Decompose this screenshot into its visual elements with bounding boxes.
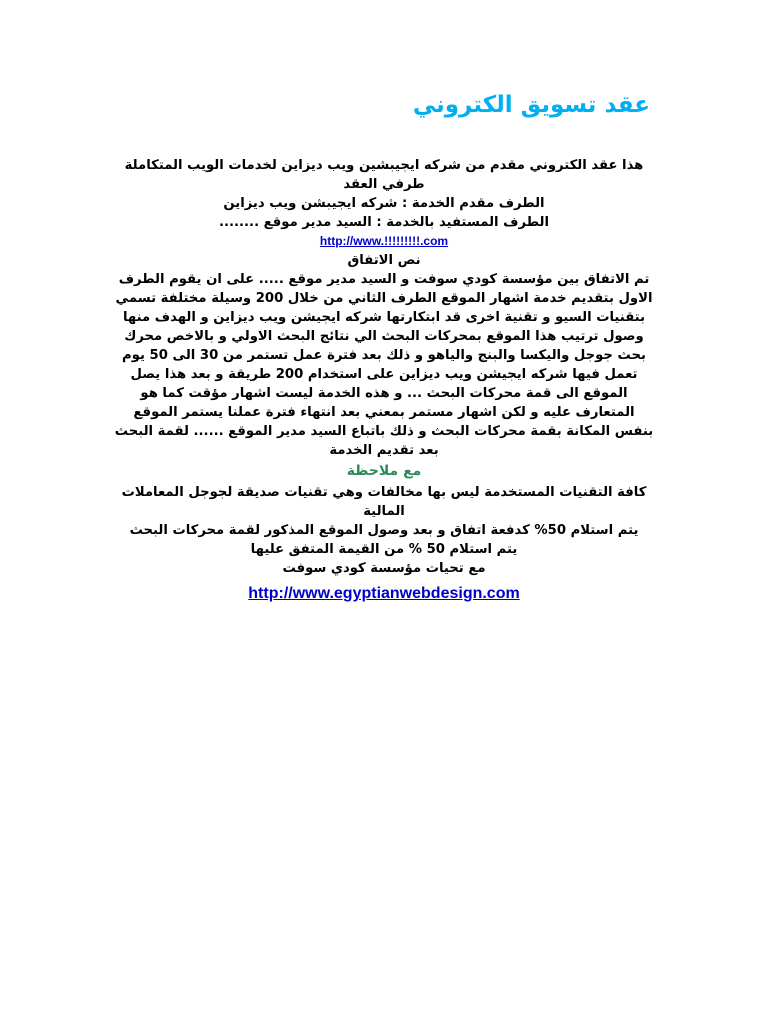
note-heading: مع ملاحظة bbox=[346, 463, 422, 479]
parties-heading: طرفي العقد bbox=[343, 177, 425, 192]
client-url-link[interactable]: http://www.!!!!!!!!!.com bbox=[319, 234, 449, 248]
closing-text: مع تحيات مؤسسة كودي سوفت bbox=[282, 561, 486, 576]
agreement-text: تم الاتفاق بين مؤسسة كودي سوفت و السيد مدير موقع ..... على ان يقوم الطرف الاول بتقديم خدمة اشهار الموقع الطرف الثاني من خلال 200 وسيلة مختلفة تسمي بتقنيات السيو و تقنية اخرى قد ابتكارتها شركه ايجيشن ويب ديزاين و الهدف منها وصول ترتيب هذا الموقع بمحركات البحث الي نتائج البحث الاولي و بالاخص محرك بحث جوجل واليكسا والبنج والياهو و ذلك بعد فترة عمل تستمر من 30 الى 50 يوم تعمل فيها شركه ايجيشن ويب ديزاين على استخدام 200 طريقة و بعد هذا يصل الموقع الى قمة محركات البحث ... و هذه الخدمة ليست اشهار مؤقت كما هو المتعارف عليه و لكن اشهار مستمر بمعني بعد انتهاء فترة عملنا يستمر الموقع بنفس المكانة بقمة محركات البحث و ذلك باتباع السيد مدير الموقع ...... لقمة البحث بعد تقديم الخدمة bbox=[114, 272, 654, 458]
note-second-payment: يتم استلام 50 % من القيمة المتفق عليها bbox=[250, 542, 518, 557]
footer-url-link[interactable]: http://www.egyptianwebdesign.com bbox=[248, 585, 520, 602]
agreement-heading: نص الاتفاق bbox=[347, 253, 421, 268]
document-body bbox=[112, 156, 656, 603]
note-first-payment: يتم استلام 50% كدفعة اتفاق و بعد وصول الموقع المذكور لقمة محركات البحث bbox=[129, 523, 639, 538]
document-title: عقد تسويق الكتروني bbox=[412, 92, 650, 118]
note-techniques: كافة التقنيات المستخدمة ليس بها مخالفات وهي تقنيات صديقة لجوجل المعاملات المالية bbox=[121, 485, 647, 519]
provider-party: الطرف مقدم الخدمة : شركه ايجيبشن ويب ديزاين bbox=[223, 196, 545, 211]
intro-text: هذا عقد الكتروني مقدم من شركه ايجيبشين ويب ديزاين لخدمات الويب المتكاملة bbox=[124, 158, 644, 173]
client-party: الطرف المستفيد بالخدمة : السيد مدير موقع ........ bbox=[219, 215, 549, 230]
